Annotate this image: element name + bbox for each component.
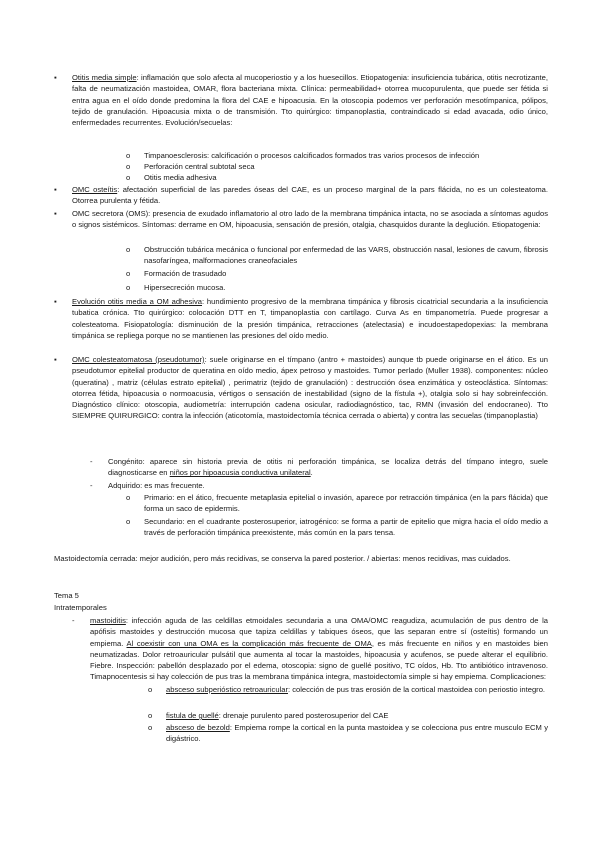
list-item-primario: Primario: en el ático, frecuente metaplasia epitelial o invasión, aparece por retracción timpánica (en la pars flácida) que forma un saco de epidermis. xyxy=(144,493,548,514)
dash-bullet: - xyxy=(90,481,93,490)
term: absceso subperióstico retroauricular xyxy=(166,685,288,694)
mastoidectomy-note: Mastoidectomía cerrada: mejor audición, pero más recidivas, se conserva la pared posterior. / abiertas: menos recidivas, mas cuidados. xyxy=(54,554,511,563)
list-item-fistula-guelle: fistula de guellé: drenaje purulento pared posterosuperior del CAE xyxy=(166,711,389,720)
square-bullet: ▪ xyxy=(54,73,57,82)
list-item: Formación de trasudado xyxy=(144,269,227,278)
paragraph-otitis-media-simple: Otitis media simple: inflamación que solo afecta al mucoperiostio y a los huesecillos. Etiopatogenia: insuficiencia tubárica, otitis necrotizante, falta de neumatización mastoidea, OMAR, flora bacteriana mixta. Clínica: permeabilidad+ otorrea mucopurulenta, que puede ser fétida si entra agua en el oído donde predomina la flora del CAE e hipoacusia. En la otoscopia podemos ver perforación mesotímpanica, pólipos, tejido de granulación. Hipoacusia mixta o de transmisión. Tto quirúrgico: timpanoplastia, contraindicado si edad avacada, odio único, enfermedades recurrentes. Evolución/secuelas: xyxy=(72,73,548,128)
term: Evolución otitis media a OM adhesiva xyxy=(72,297,202,306)
square-bullet: ▪ xyxy=(54,209,57,218)
term: absceso de bezold xyxy=(166,723,230,732)
paragraph-mastoiditis: mastoiditis: infección aguda de las celdillas etmoidales secundaria a una OMA/OMC reagudiza, acumulación de pus dentro de la apófisis mastoides y destrucción mucosa que tapiza celdillas y tabiques óseos, que las separan entre sí (osteítis) formando un empiema. Al coexistir con una OMA es la complicación más frecuente de OMA, es más frecuente en niños y en mastoides bien neumatizadas. Dolor retroauricular pulsátil que aumenta al tocar la mastoides, hipoacusia y acufenos, se puede alterar el equilibrio. Fiebre. Inspección: pabellón desplazado por el edema, otoscopia: signo de guellé positivo, TC oídos, Hb. Tto antibiótico intravenoso. Timapnocentesis si hay colección de pus tras la membrana timpánica integra, mastoidectomía simple si hay empiema. Complicaciones: xyxy=(90,616,548,682)
list-item-adquirido: Adquirido: es mas frecuente. xyxy=(108,481,205,490)
list-item-absceso-subperiostico: absceso subperióstico retroauricular: colección de pus tras erosión de la cortical mastoidea con periostio integro. xyxy=(166,685,546,694)
square-bullet: ▪ xyxy=(54,355,57,364)
circle-bullet: o xyxy=(126,269,131,278)
paragraph-om-adhesiva: Evolución otitis media a OM adhesiva: hundimiento progresivo de la membrana timpánica y fibrosis cicatricial secundaria a la insuficiencia tubatica crónica. Tto quirúrgico: colocación DTT en T, timpanoplastia con cartílago. Curva As en timpanometría. Puede progresar a colesteatoma. Fisiopatología: disminución de la presión timpánica, retracciones (atelectasia) e incudoestapedopexias: la membrana timpánica se repliega porque no se mantienen las presiones del oído medio. xyxy=(72,297,548,340)
square-bullet: ▪ xyxy=(54,185,57,194)
term: fistula de guellé xyxy=(166,711,219,720)
circle-bullet: o xyxy=(126,283,131,292)
circle-bullet: o xyxy=(126,493,131,502)
circle-bullet: o xyxy=(148,685,153,694)
section-title: Intratemporales xyxy=(54,603,107,612)
term: mastoiditis xyxy=(90,616,126,625)
list-item: Obstrucción tubárica mecánica o funcional por enfermedad de las VARS, obstrucción nasal, lesiones de cavum, fibrosis nasofaríngea, malformaciones craneofaciales xyxy=(144,245,548,266)
term: OMC osteítis xyxy=(72,185,118,194)
dash-bullet: - xyxy=(90,457,93,466)
circle-bullet: o xyxy=(148,711,153,720)
section-number: Tema 5 xyxy=(54,591,79,600)
circle-bullet: o xyxy=(126,162,131,171)
list-item: Otitis media adhesiva xyxy=(144,173,217,182)
paragraph-omc-secretora: OMC secretora (OMS): presencia de exudado inflamatorio al otro lado de la membrana timpánica intacta, no se asociada a síntomas agudos o signos sistémicos. Síntomas: derrame en OM, hipoacusia, sensación de presión, otalgia, chasquidos durante la deglución. Etiopatogenia: xyxy=(72,209,548,230)
list-item-secundario: Secundario: en el cuadrante posterosuperior, iatrogénico: se forma a partir de epitelio que migra hacia el oído medio a través de perforación timpánica preexistente, más común en la pars tensa. xyxy=(144,517,548,538)
term: OMC colesteatomatosa (pseudotumor) xyxy=(72,355,205,364)
list-item: Perforación central subtotal seca xyxy=(144,162,255,171)
list-item-absceso-bezold: absceso de bezold: Empiema rompe la cortical en la punta mastoidea y se colecciona pus entre musculo ECM y digástrico. xyxy=(166,723,548,744)
circle-bullet: o xyxy=(126,517,131,526)
square-bullet: ▪ xyxy=(54,297,57,306)
circle-bullet: o xyxy=(126,173,131,182)
paragraph-omc-osteitis: OMC osteítis: afectación superficial de las paredes óseas del CAE, es un proceso marginal de la pars flácida, no es un colesteatoma. Otorrea purulenta y fétida. xyxy=(72,185,548,206)
dash-bullet: - xyxy=(72,616,75,625)
term: Otitis media simple xyxy=(72,73,137,82)
list-item: Hipersecreción mucosa. xyxy=(144,283,226,292)
list-item-congenito: Congénito: aparece sin historia previa de otitis ni perforación timpánica, se localiza detrás del tímpano integro, suele diagnosticarse en niños por hipoacusia conductiva unilateral. xyxy=(108,457,548,478)
circle-bullet: o xyxy=(148,723,153,732)
circle-bullet: o xyxy=(126,151,131,160)
paragraph-omc-colesteatomatosa: OMC colesteatomatosa (pseudotumor): suele originarse en el tímpano (antro + mastoides) aunque tb puede originarse en el ático. Es un pseudotumor epitelial productor de queratina en oído medio, ápex petroso y mastoides. Tumor perlado (Muller 1938). componentes: núcleo (queratina) , matriz (células estrato epitelial) , perimatriz (tejido de granulación) : destrucción ósea enzimática y osteoclástica. Síntomas: otorrea fétida, hipoacusia o normoacusia, vértigos o sensación de inestabilidad (signo de la fístula +), otalgia solo si hay sobreinfección. Diagnóstico clínico: otoscopia, audiometría: interrupción cadena osicular, radiodiagnóstico, tac, RMN (invasión del endocraneo). Tto SIEMPRE QUIRURGICO: contra la infección (aticotomía, mastoidectomía técnica cerrada o abierta) y contra las secuelas (timpanoplastia) xyxy=(72,355,548,421)
circle-bullet: o xyxy=(126,245,131,254)
list-item: Timpanoesclerosis: calcificación o procesos calcificados formados tras varios procesos de infección xyxy=(144,151,480,160)
